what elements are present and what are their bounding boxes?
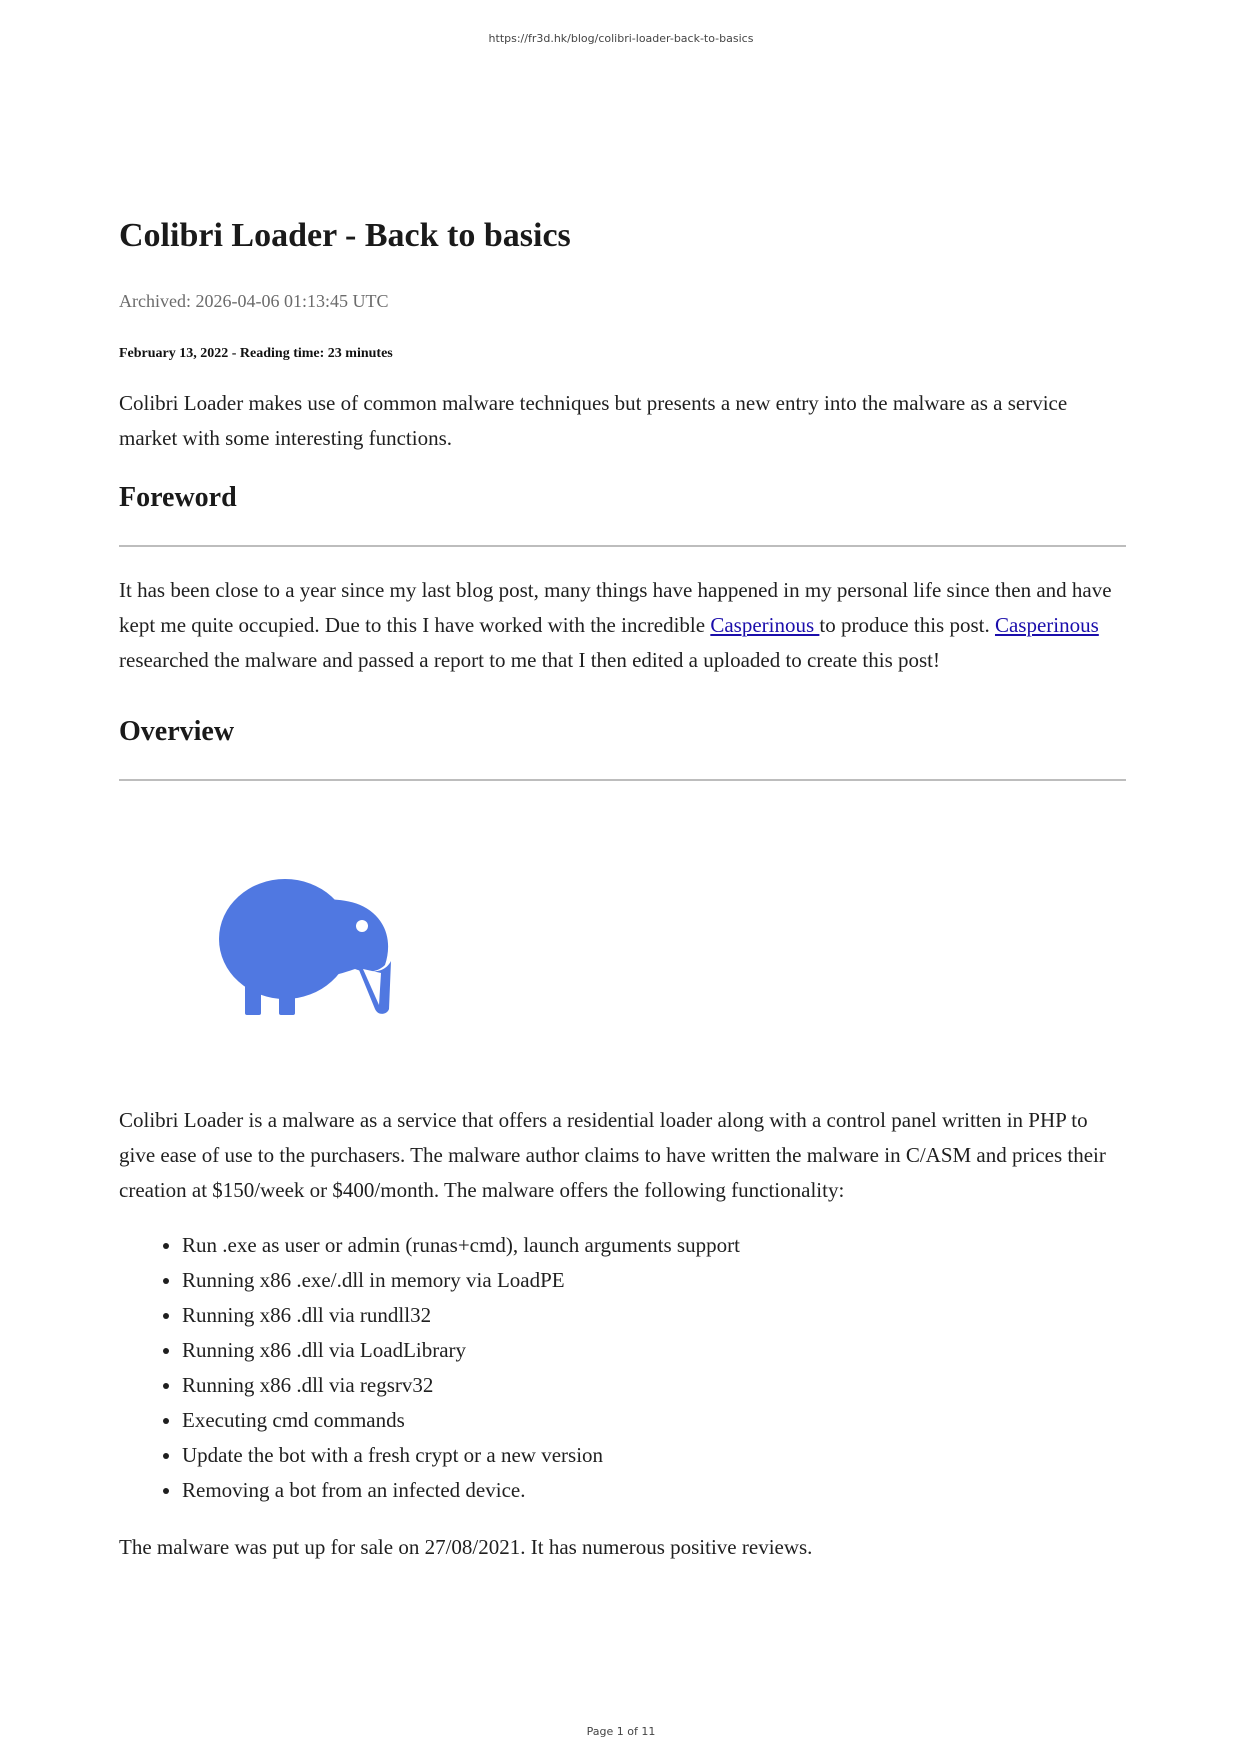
kiwi-bird-icon bbox=[215, 869, 395, 1015]
foreword-text-2: to produce this post. bbox=[819, 613, 995, 637]
overview-divider bbox=[119, 779, 1126, 781]
archived-timestamp: Archived: 2026-04-06 01:13:45 UTC bbox=[119, 291, 389, 311]
article-title: Colibri Loader - Back to basics bbox=[119, 217, 571, 254]
casperinous-link-2[interactable]: Casperinous bbox=[994, 613, 1099, 637]
page-url-header: https://fr3d.hk/blog/colibri-loader-back-to-basics bbox=[488, 32, 754, 45]
post-meta: February 13, 2022 - Reading time: 23 minutes bbox=[119, 346, 393, 361]
kiwi-logo bbox=[215, 869, 395, 1015]
list-item: • Running x86 .dll via regsrv32 bbox=[182, 1368, 1126, 1403]
list-item: • Running x86 .dll via rundll32 bbox=[182, 1298, 1126, 1333]
casperinous-link-1[interactable]: Casperinous bbox=[710, 613, 820, 637]
list-item: • Update the bot with a fresh crypt or a new version bbox=[182, 1438, 1126, 1473]
list-item: • Running x86 .dll via LoadLibrary bbox=[182, 1333, 1126, 1368]
list-item: • Removing a bot from an infected device. bbox=[182, 1473, 1126, 1508]
page-number: Page 1 of 11 bbox=[586, 1725, 656, 1738]
list-item: • Run .exe as user or admin (runas+cmd), launch arguments support bbox=[182, 1228, 1126, 1263]
list-item: • Executing cmd commands bbox=[182, 1403, 1126, 1438]
sale-note: The malware was put up for sale on 27/08/2021. It has numerous positive reviews. bbox=[119, 1535, 813, 1559]
intro-paragraph: Colibri Loader makes use of common malware techniques but presents a new entry into the malware as a service market with some interesting functions. bbox=[119, 391, 1068, 450]
article bbox=[119, 212, 1126, 1565]
foreword-text-1: It has been close to a year since my last blog post, many things have happened in my personal life since then and have kept me quite occupied. Due to this I have worked with the incredible bbox=[119, 578, 1112, 637]
feature-list bbox=[119, 1228, 1126, 1508]
overview-paragraph: Colibri Loader is a malware as a service that offers a residential loader along with a control panel written in PHP to give ease of use to the purchasers. The malware author claims to have written the malware in C/ASM and prices their creation at $150/week or $400/month. The malware offers the following functionality: bbox=[119, 1108, 1106, 1202]
list-item: • Running x86 .exe/.dll in memory via LoadPE bbox=[182, 1263, 1126, 1298]
foreword-text-3: researched the malware and passed a report to me that I then edited a uploaded to create this post! bbox=[119, 648, 940, 672]
foreword-heading: Foreword bbox=[119, 482, 237, 513]
overview-heading: Overview bbox=[119, 716, 235, 747]
foreword-paragraph bbox=[119, 573, 1126, 678]
foreword-divider bbox=[119, 545, 1126, 547]
